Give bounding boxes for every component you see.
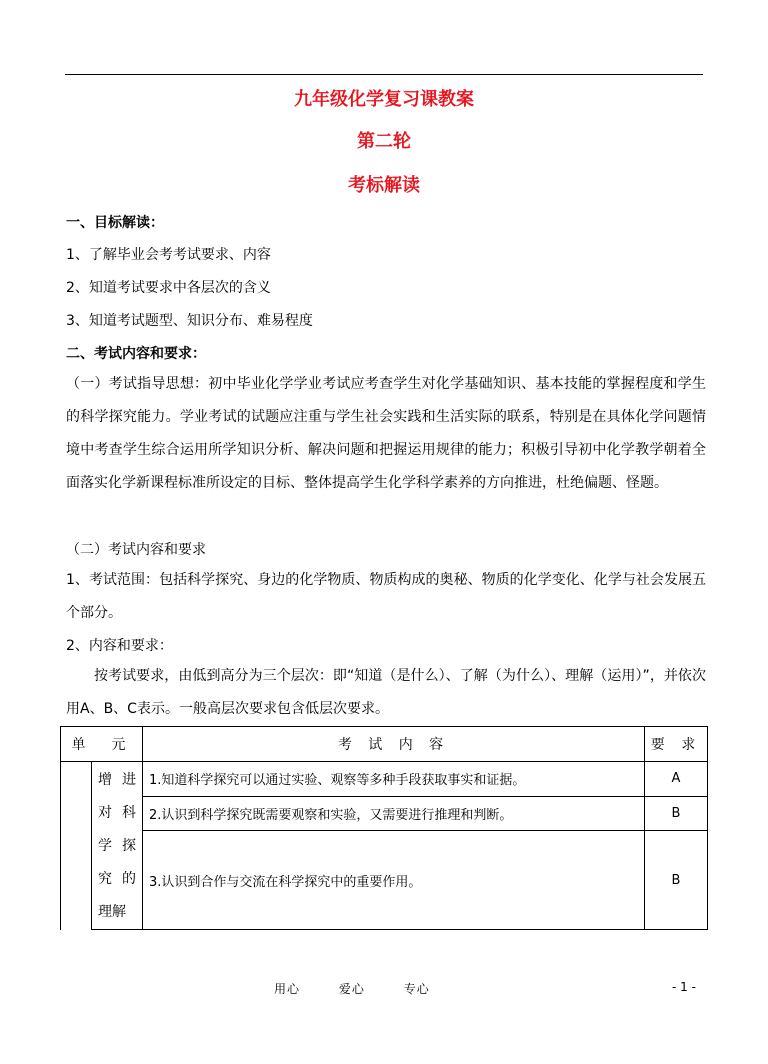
page-number: - 1 -: [672, 980, 696, 994]
header-content: 考 试 内 容: [143, 727, 645, 762]
requirement-cell: B: [645, 831, 708, 930]
footer-word: 爱心: [338, 982, 365, 996]
unit-line: [92, 863, 142, 896]
objective-item-1: 1、了解毕业会考考试要求、内容: [66, 247, 271, 263]
unit-line: [92, 830, 142, 863]
document-subtitle-topic: 考标解读: [348, 175, 420, 196]
unit-char: 增: [98, 772, 112, 788]
requirements-table: [60, 726, 708, 930]
levels-text: 按考试要求，由低到高分为三个层次：即“知道（是什么）、了解（为什么）、理解（运用）”，并依次用A、B、C表示。一般高层次要求包含低层次要求。: [66, 668, 706, 717]
requirement-cell: B: [645, 796, 708, 831]
unit-char: 学: [98, 838, 112, 854]
header-requirement: 要 求: [645, 727, 708, 762]
levels-paragraph: [66, 660, 706, 726]
unit-char: 探: [122, 838, 136, 854]
content-heading: 2、内容和要求：: [66, 638, 173, 654]
unit-char: 科: [122, 805, 136, 821]
table-row: [61, 796, 708, 831]
content-cell: 3.认识到合作与交流在科学探究中的重要作用。: [143, 831, 645, 930]
section2-sub-heading: （二）考试内容和要求: [66, 542, 206, 558]
header-unit: 单 元: [61, 727, 143, 762]
unit-line: [92, 896, 142, 929]
unit-char: 理解: [98, 904, 126, 920]
guideline-paragraph: [66, 368, 706, 500]
document-subtitle-round: 第二轮: [357, 131, 411, 152]
objective-item-3: 3、知道考试题型、知识分布、难易程度: [66, 313, 313, 329]
unit-char: 究: [98, 871, 112, 887]
scope-text: 1、考试范围：包括科学探究、身边的化学物质、物质构成的奥秘、物质的化学变化、化学与社会发展五个部分。: [66, 572, 706, 621]
unit-char: 对: [98, 805, 112, 821]
table-row: [61, 762, 708, 797]
objective-item-2: 2、知道考试要求中各层次的含义: [66, 280, 271, 296]
scope-paragraph: [66, 564, 706, 630]
unit-line: [92, 797, 142, 830]
unit-char: 的: [122, 871, 136, 887]
section2-heading: 二、考试内容和要求：: [66, 346, 206, 362]
guideline-text: （一）考试指导思想：初中毕业化学学业考试应考查学生对化学基础知识、基本技能的掌握程度和学生的科学探究能力。学业考试的试题应注重与学生社会实践和生活实际的联系，特别是在具体化学问题情境中考查学生综合运用所学知识分析、解决问题和把握运用规律的能力；积极引导初中化学教学朝着全面落实化学新课程标准所设定的目标、整体提高学生化学科学素养的方向推进，杜绝偏题、怪题。: [66, 376, 706, 491]
footer-word: 用心: [274, 982, 301, 996]
header-rule: [65, 74, 703, 75]
content-cell: 1.知道科学探究可以通过实验、观察等多种手段获取事实和证据。: [143, 762, 645, 797]
footer-motto: [274, 980, 464, 997]
document-title: 九年级化学复习课教案: [294, 89, 474, 110]
unit-name-cell: [92, 762, 143, 930]
content-cell: 2.认识到科学探究既需要观察和实验，又需要进行推理和判断。: [143, 796, 645, 831]
section1-heading: 一、目标解读：: [66, 215, 164, 231]
unit-group-cell: [61, 762, 92, 930]
table-header-row: [61, 727, 708, 762]
requirement-cell: A: [645, 762, 708, 797]
unit-char: 进: [122, 772, 136, 788]
table-row: [61, 831, 708, 930]
unit-line: [92, 764, 142, 797]
footer-word: 专心: [403, 982, 430, 996]
